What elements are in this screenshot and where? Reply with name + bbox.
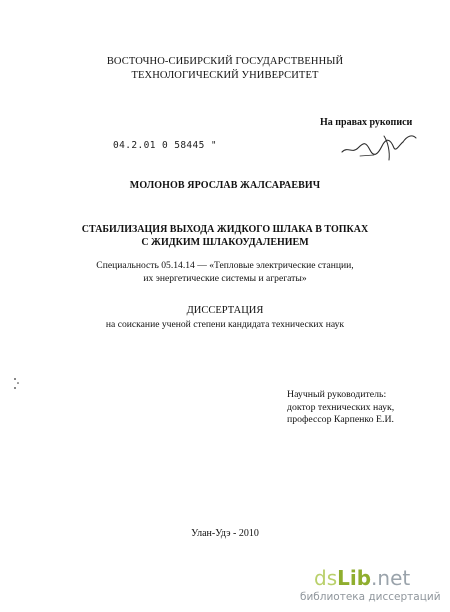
university-header (0, 55, 450, 83)
handwritten-signature (340, 128, 420, 164)
supervisor-degree: доктор технических наук, (287, 401, 395, 413)
document-type: ДИССЕРТАЦИЯ (186, 305, 264, 316)
watermark-lib: Lib (337, 566, 372, 590)
watermark-net: .net (371, 566, 411, 590)
dissertation-title (0, 223, 450, 249)
supervisor-name: профессор Карпенко Е.И. (287, 414, 394, 425)
degree-line: на соискание ученой степени кандидата технических наук (105, 319, 345, 330)
margin-marks (12, 376, 22, 392)
city-year: Улан-Удэ - 2010 (191, 528, 259, 539)
author-name: МОЛОНОВ ЯРОСЛАВ ЖАЛСАРАЕВИЧ (129, 180, 321, 191)
supervisor-block (287, 389, 394, 427)
speciality-line-2: их энергетические системы и агрегаты» (143, 273, 307, 284)
watermark-ds: ds (314, 566, 338, 590)
speciality-block (0, 259, 450, 285)
speciality-line-1: Специальность 05.14.14 — «Тепловые электрические станции, (96, 260, 354, 271)
manuscript-note: На правах рукописи (320, 117, 413, 128)
university-line-2: ТЕХНОЛОГИЧЕСКИЙ УНИВЕРСИТЕТ (131, 70, 319, 81)
library-stamp-number: 04.2.01 0 58445 " (113, 140, 218, 151)
university-line-1: ВОСТОЧНО-СИБИРСКИЙ ГОСУДАРСТВЕННЫЙ (106, 56, 344, 67)
title-line-1: СТАБИЛИЗАЦИЯ ВЫХОДА ЖИДКОГО ШЛАКА В ТОПКАХ (81, 224, 369, 235)
dslib-watermark (300, 567, 450, 609)
watermark-subtitle: библиотека диссертаций (300, 591, 441, 603)
title-line-2: С ЖИДКИМ ШЛАКОУДАЛЕНИЕМ (141, 237, 309, 248)
supervisor-label: Научный руководитель: (287, 389, 387, 400)
watermark-logo (314, 567, 410, 589)
